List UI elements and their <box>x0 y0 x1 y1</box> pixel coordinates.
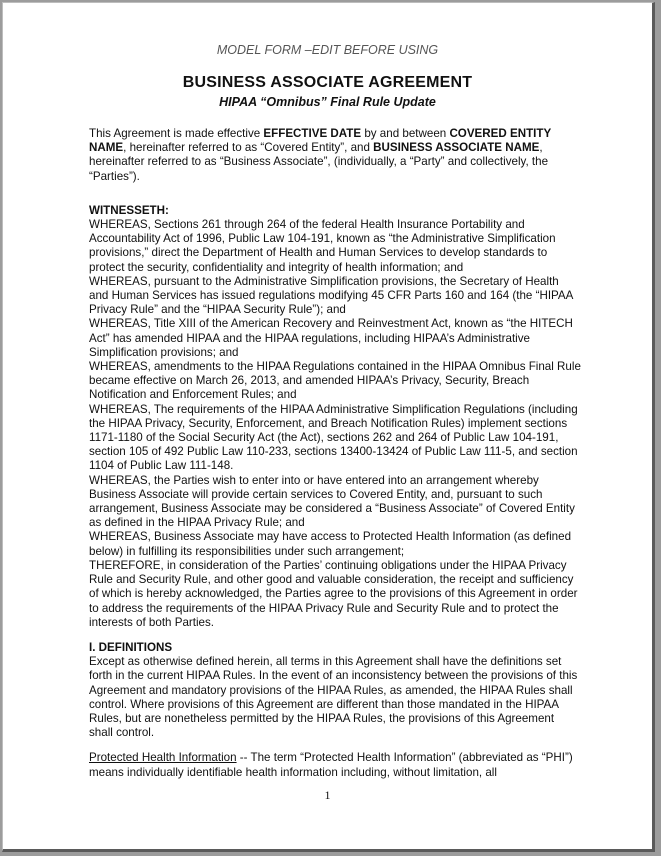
therefore-clause: THEREFORE, in consideration of the Parties’ continuing obligations under the HIPAA Privacy Rule and Security Rule, and other good and valuable consideration, the receipt and sufficiency of which is hereby acknowledged, the Parties agree to the provisions of this Agreement in order to address the requirements of the HIPAA Privacy Rule and Security Rule and to protect the interests of both Parties. <box>89 558 578 629</box>
page-number: 1 <box>324 788 331 802</box>
whereas-clause: WHEREAS, pursuant to the Administrative Simplification provisions, the Secretary of Health and Human Services has issued regulations modifying 45 CFR Parts 160 and 164 (the “HIPAA Privacy Rule” and the “HIPAA Security Rule”); and <box>89 274 573 317</box>
intro-text: This Agreement is made effective <box>89 127 264 140</box>
definitions-heading: I. DEFINITIONS <box>89 640 173 654</box>
document-page <box>2 2 655 852</box>
whereas-clause: WHEREAS, Sections 261 through 264 of the federal Health Insurance Portability and Accountability Act of 1996, Public Law 104-191, known as “the Administrative Simplification provisions,” direct the Department of Health and Human Services to develop standards to protect the security, confidentiality and integrity of health information; and <box>89 218 556 274</box>
document-body <box>89 127 581 780</box>
whereas-clause: WHEREAS, Title XIII of the American Recovery and Reinvestment Act, known as “the HITECH Act” has amended HIPAA and the HIPAA regulations, including HIPAA’s Administrative Simplification provisions; and <box>89 317 573 359</box>
page-title: BUSINESS ASSOCIATE AGREEMENT <box>182 74 473 91</box>
whereas-clause: WHEREAS, amendments to the HIPAA Regulations contained in the HIPAA Omnibus Final Rule became effective on March 26, 2013, and amended HIPAA’s Privacy, Security, Breach Notification and Enforcement Rules; and <box>89 360 581 402</box>
phi-term: Protected Health Information <box>89 751 237 765</box>
business-associate-field: BUSINESS ASSOCIATE NAME <box>373 141 540 155</box>
phi-definition <box>89 751 581 779</box>
whereas-clause: WHEREAS, Business Associate may have access to Protected Health Information (as defined below) in fulfilling its responsibilities under such arrangement; <box>89 530 572 558</box>
intro-paragraph <box>89 127 581 184</box>
covered-entity-field: COVERED ENTITY NAME <box>89 127 552 155</box>
model-form-note: MODEL FORM –EDIT BEFORE USING <box>216 43 439 57</box>
page-subtitle: HIPAA “Omnibus” Final Rule Update <box>219 95 436 109</box>
intro-text: by and between <box>361 127 450 140</box>
whereas-clause: WHEREAS, the Parties wish to enter into or have entered into an arrangement whereby Business Associate will provide certain services to Covered Entity, and, pursuant to such arrangement, Business Associate may be considered a “Business Associate” of Covered Entity as defined in the HIPAA Privacy Rule; and <box>89 473 575 530</box>
phi-text: -- The term “Protected Health Information” (abbreviated as “PHI”) means individually identifiable health information including, without limitation, all <box>89 751 573 779</box>
intro-text: , hereinafter referred to as “Covered Entity”, and <box>123 141 374 155</box>
definitions-paragraph: Except as otherwise defined herein, all terms in this Agreement shall have the definitions set forth in the current HIPAA Rules. In the event of an inconsistency between the provisions of this Agreement and mandatory provisions of the HIPAA Rules, as amended, the HIPAA Rules shall control. Where provisions of this Agreement are different than those mandated in the HIPAA Rules, but are nonetheless permitted by the HIPAA Rules, the provisions of this Agreement shall control. <box>89 655 578 740</box>
effective-date-field: EFFECTIVE DATE <box>263 127 362 140</box>
whereas-clause: WHEREAS, The requirements of the HIPAA Administrative Simplification Regulations (including the HIPAA Privacy, Security, Enforcement, and Breach Notification Rules) implement sections 1171-1180 of the Social Security Act (the Act), sections 262 and 264 of Public Law 104-191, section 105 of 492 Public Law 110-233, sections 13400-13424 of Public Law 111-5, and section 1104 of Public Law 111-148. <box>89 402 578 473</box>
intro-text: , hereinafter referred to as “Business Associate”, (individually, a “Party” and collectively, the “Parties”). <box>89 141 549 183</box>
witnesseth-heading: WITNESSETH: <box>89 203 169 217</box>
